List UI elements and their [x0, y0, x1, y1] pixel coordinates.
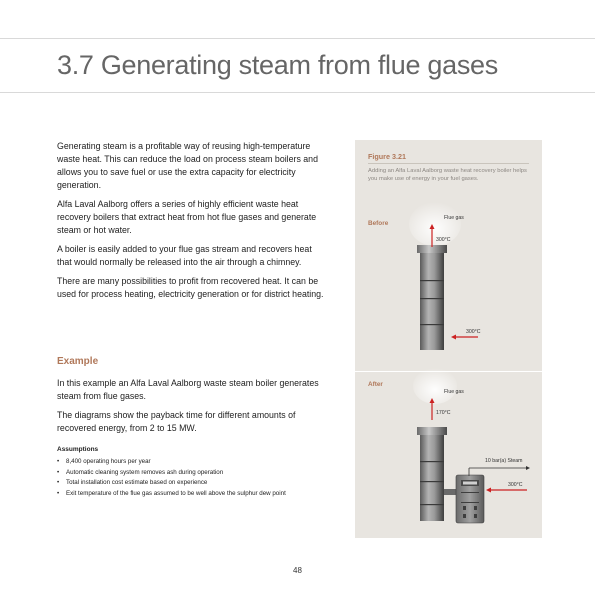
- after-label: After: [368, 381, 383, 388]
- before-chimney: [420, 253, 444, 350]
- intro-text: [57, 140, 325, 307]
- after-inlet-temp: 300°C: [508, 482, 523, 488]
- figure-panel: [355, 140, 542, 538]
- example-paragraph: In this example an Alfa Laval Aalborg waste steam boiler generates steam from flue gases.: [57, 378, 319, 401]
- intro-paragraph: A boiler is easily added to your flue gas stream and recovers heat that would normally be released into the air through a chimney.: [57, 244, 312, 267]
- after-duct: [444, 489, 457, 495]
- after-flue-gas-label: Flue gas: [444, 389, 464, 395]
- figure-diagram: [355, 140, 542, 538]
- intro-paragraph: Generating steam is a profitable way of reusing high-temperature waste heat. This can reduce the load on process steam boilers and allows you to save fuel or use the extra capacity for electricity generation.: [57, 141, 318, 190]
- before-inlet-temp: 300°C: [466, 329, 481, 335]
- after-smoke-plume: [413, 368, 457, 404]
- after-steam-label: 10 bar(a) Steam: [485, 458, 523, 464]
- before-diagram: [409, 202, 481, 350]
- intro-paragraph: Alfa Laval Aalborg offers a series of highly efficient waste heat recovery boilers that extract heat from hot flue gases and generate steam or hot water.: [57, 199, 317, 235]
- title-top-rule: [0, 38, 595, 39]
- after-top-temp: 170°C: [436, 410, 451, 416]
- assumption-item: • 8,400 operating hours per year: [57, 457, 347, 468]
- assumptions-title: Assumptions: [57, 446, 99, 453]
- page-title: 3.7 Generating steam from flue gases: [57, 50, 498, 80]
- page-number: 48: [293, 566, 302, 575]
- title-bottom-rule: [0, 92, 595, 93]
- example-paragraph: The diagrams show the payback time for different amounts of recovered energy, from 2 to 15 MW.: [57, 410, 296, 433]
- after-chimney-cap: [417, 427, 447, 435]
- example-text: [57, 377, 325, 441]
- assumption-item: • Automatic cleaning system removes ash during operation: [57, 468, 347, 479]
- before-top-temp: 300°C: [436, 237, 451, 243]
- after-chimney: [420, 435, 444, 521]
- assumption-item: • Exit temperature of the flue gas assumed to be well above the sulphur dew point: [57, 489, 347, 500]
- intro-paragraph: There are many possibilities to profit from recovered heat. It can be used for process heating, electricity generation or for district heating.: [57, 276, 324, 299]
- after-diagram: [413, 368, 530, 523]
- example-heading: Example: [57, 356, 99, 367]
- figure-caption: Adding an Alfa Laval Aalborg waste heat recovery boiler helps you make use of energy in your fuel gases.: [368, 168, 527, 182]
- assumptions-list: [57, 457, 347, 499]
- before-smoke-plume: [409, 202, 461, 246]
- before-flue-gas-label: Flue gas: [444, 215, 464, 221]
- before-label: Before: [368, 220, 389, 227]
- figure-label: Figure 3.21: [368, 152, 406, 161]
- assumption-item: • Total installation cost estimate based on experience: [57, 478, 347, 489]
